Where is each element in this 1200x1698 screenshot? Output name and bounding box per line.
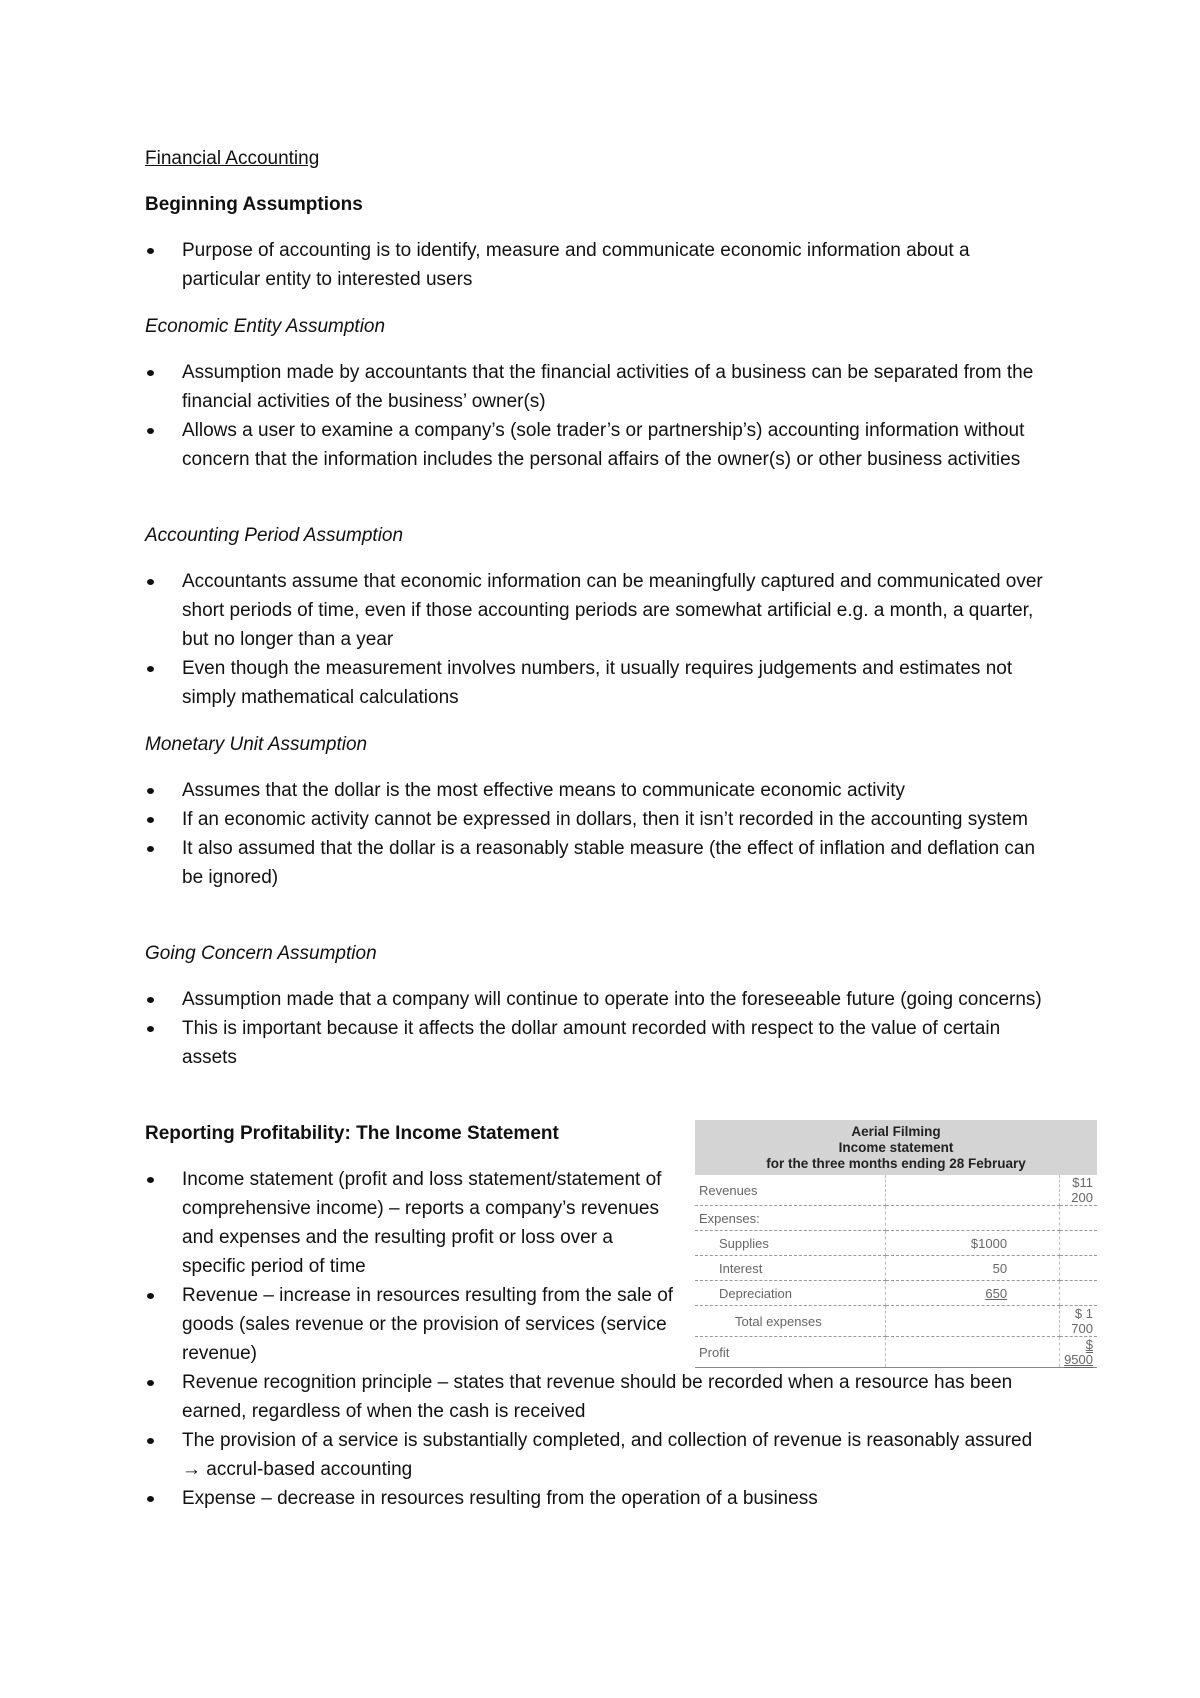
list-item: Purpose of accounting is to identify, measure and communicate economic information about a particular entity to interested users [145,236,1045,294]
list-item: Assumption made that a company will continue to operate into the foreseeable future (going concerns) [145,985,1045,1014]
bullet-icon [147,997,154,1003]
table-row: Interest 50 [695,1256,1097,1281]
heading-going-concern: Going Concern Assumption [145,943,377,964]
heading-accounting-period: Accounting Period Assumption [145,525,404,546]
list-item: Expense – decrease in resources resulting from the operation of a business [145,1484,1045,1513]
document-title: Financial Accounting [145,148,320,169]
list-item: Revenue recognition principle – states that revenue should be recorded when a resource has been earned, regardless of when the cash is received [145,1368,1045,1426]
list-economic-entity [145,358,1045,474]
list-item: Assumption made by accountants that the financial activities of a business can be separated from the financial activities of the business’ owner(s) [145,358,1045,416]
bullet-icon [147,370,154,376]
income-statement-table [695,1175,1097,1368]
table-row: Supplies $1000 [695,1231,1097,1256]
heading-beginning-assumptions: Beginning Assumptions [145,194,363,215]
bullet-icon [147,1177,154,1183]
list-item: Allows a user to examine a company’s (sole trader’s or partnership’s) accounting information without concern that the information includes the personal affairs of the owner(s) or other business activities [145,416,1045,474]
list-item: The provision of a service is substantially completed, and collection of revenue is reasonably assured → accrul-based accounting [145,1426,1045,1484]
list-beginning [145,236,1045,294]
heading-economic-entity: Economic Entity Assumption [145,316,386,337]
heading-reporting-profitability: Reporting Profitability: The Income Statement [145,1123,559,1144]
bullet-icon [147,428,154,434]
list-reporting-wide [145,1368,1045,1513]
table-row: Revenues $11 200 [695,1175,1097,1206]
heading-monetary-unit: Monetary Unit Assumption [145,734,368,755]
list-item: Assumes that the dollar is the most effective means to communicate economic activity [145,776,1045,805]
list-item: Even though the measurement involves numbers, it usually requires judgements and estimates not simply mathematical calculations [145,654,1045,712]
list-item: Income statement (profit and loss statement/statement of comprehensive income) – reports a company’s revenues and expenses and the resulting profit or loss over a specific period of time [145,1165,680,1281]
bullet-icon [147,817,154,823]
list-item: If an economic activity cannot be expressed in dollars, then it isn’t recorded in the accounting system [145,805,1045,834]
statement-period: for the three months ending 28 February [766,1156,1026,1171]
table-row: Depreciation 650 [695,1281,1097,1306]
bullet-icon [147,1380,154,1386]
table-row: Total expenses $ 1 700 [695,1306,1097,1337]
list-monetary-unit [145,776,1045,892]
list-item: Revenue – increase in resources resulting from the sale of goods (sales revenue or the provision of services (service revenue) [145,1281,680,1368]
income-statement-header [695,1120,1097,1175]
bullet-icon [147,788,154,794]
table-row: Profit $ 9500 [695,1337,1097,1368]
list-item: Accountants assume that economic information can be meaningfully captured and communicated over short periods of time, even if those accounting periods are somewhat artificial e.g. a month, a quarter, but no longer than a year [145,567,1045,654]
list-item: It also assumed that the dollar is a reasonably stable measure (the effect of inflation and deflation can be ignored) [145,834,1045,892]
bullet-icon [147,1293,154,1299]
bullet-icon [147,1438,154,1444]
statement-name: Income statement [838,1140,954,1155]
bullet-icon [147,248,154,254]
list-going-concern [145,985,1045,1072]
list-item: This is important because it affects the dollar amount recorded with respect to the value of certain assets [145,1014,1045,1072]
bullet-icon [147,1026,154,1032]
bullet-icon [147,579,154,585]
list-accounting-period [145,567,1045,712]
table-row: Expenses: [695,1206,1097,1231]
bullet-icon [147,1496,154,1502]
bullet-icon [147,846,154,852]
income-statement-figure [695,1120,1097,1367]
list-reporting-narrow [145,1165,680,1368]
bullet-icon [147,666,154,672]
statement-company: Aerial Filming [851,1124,941,1139]
